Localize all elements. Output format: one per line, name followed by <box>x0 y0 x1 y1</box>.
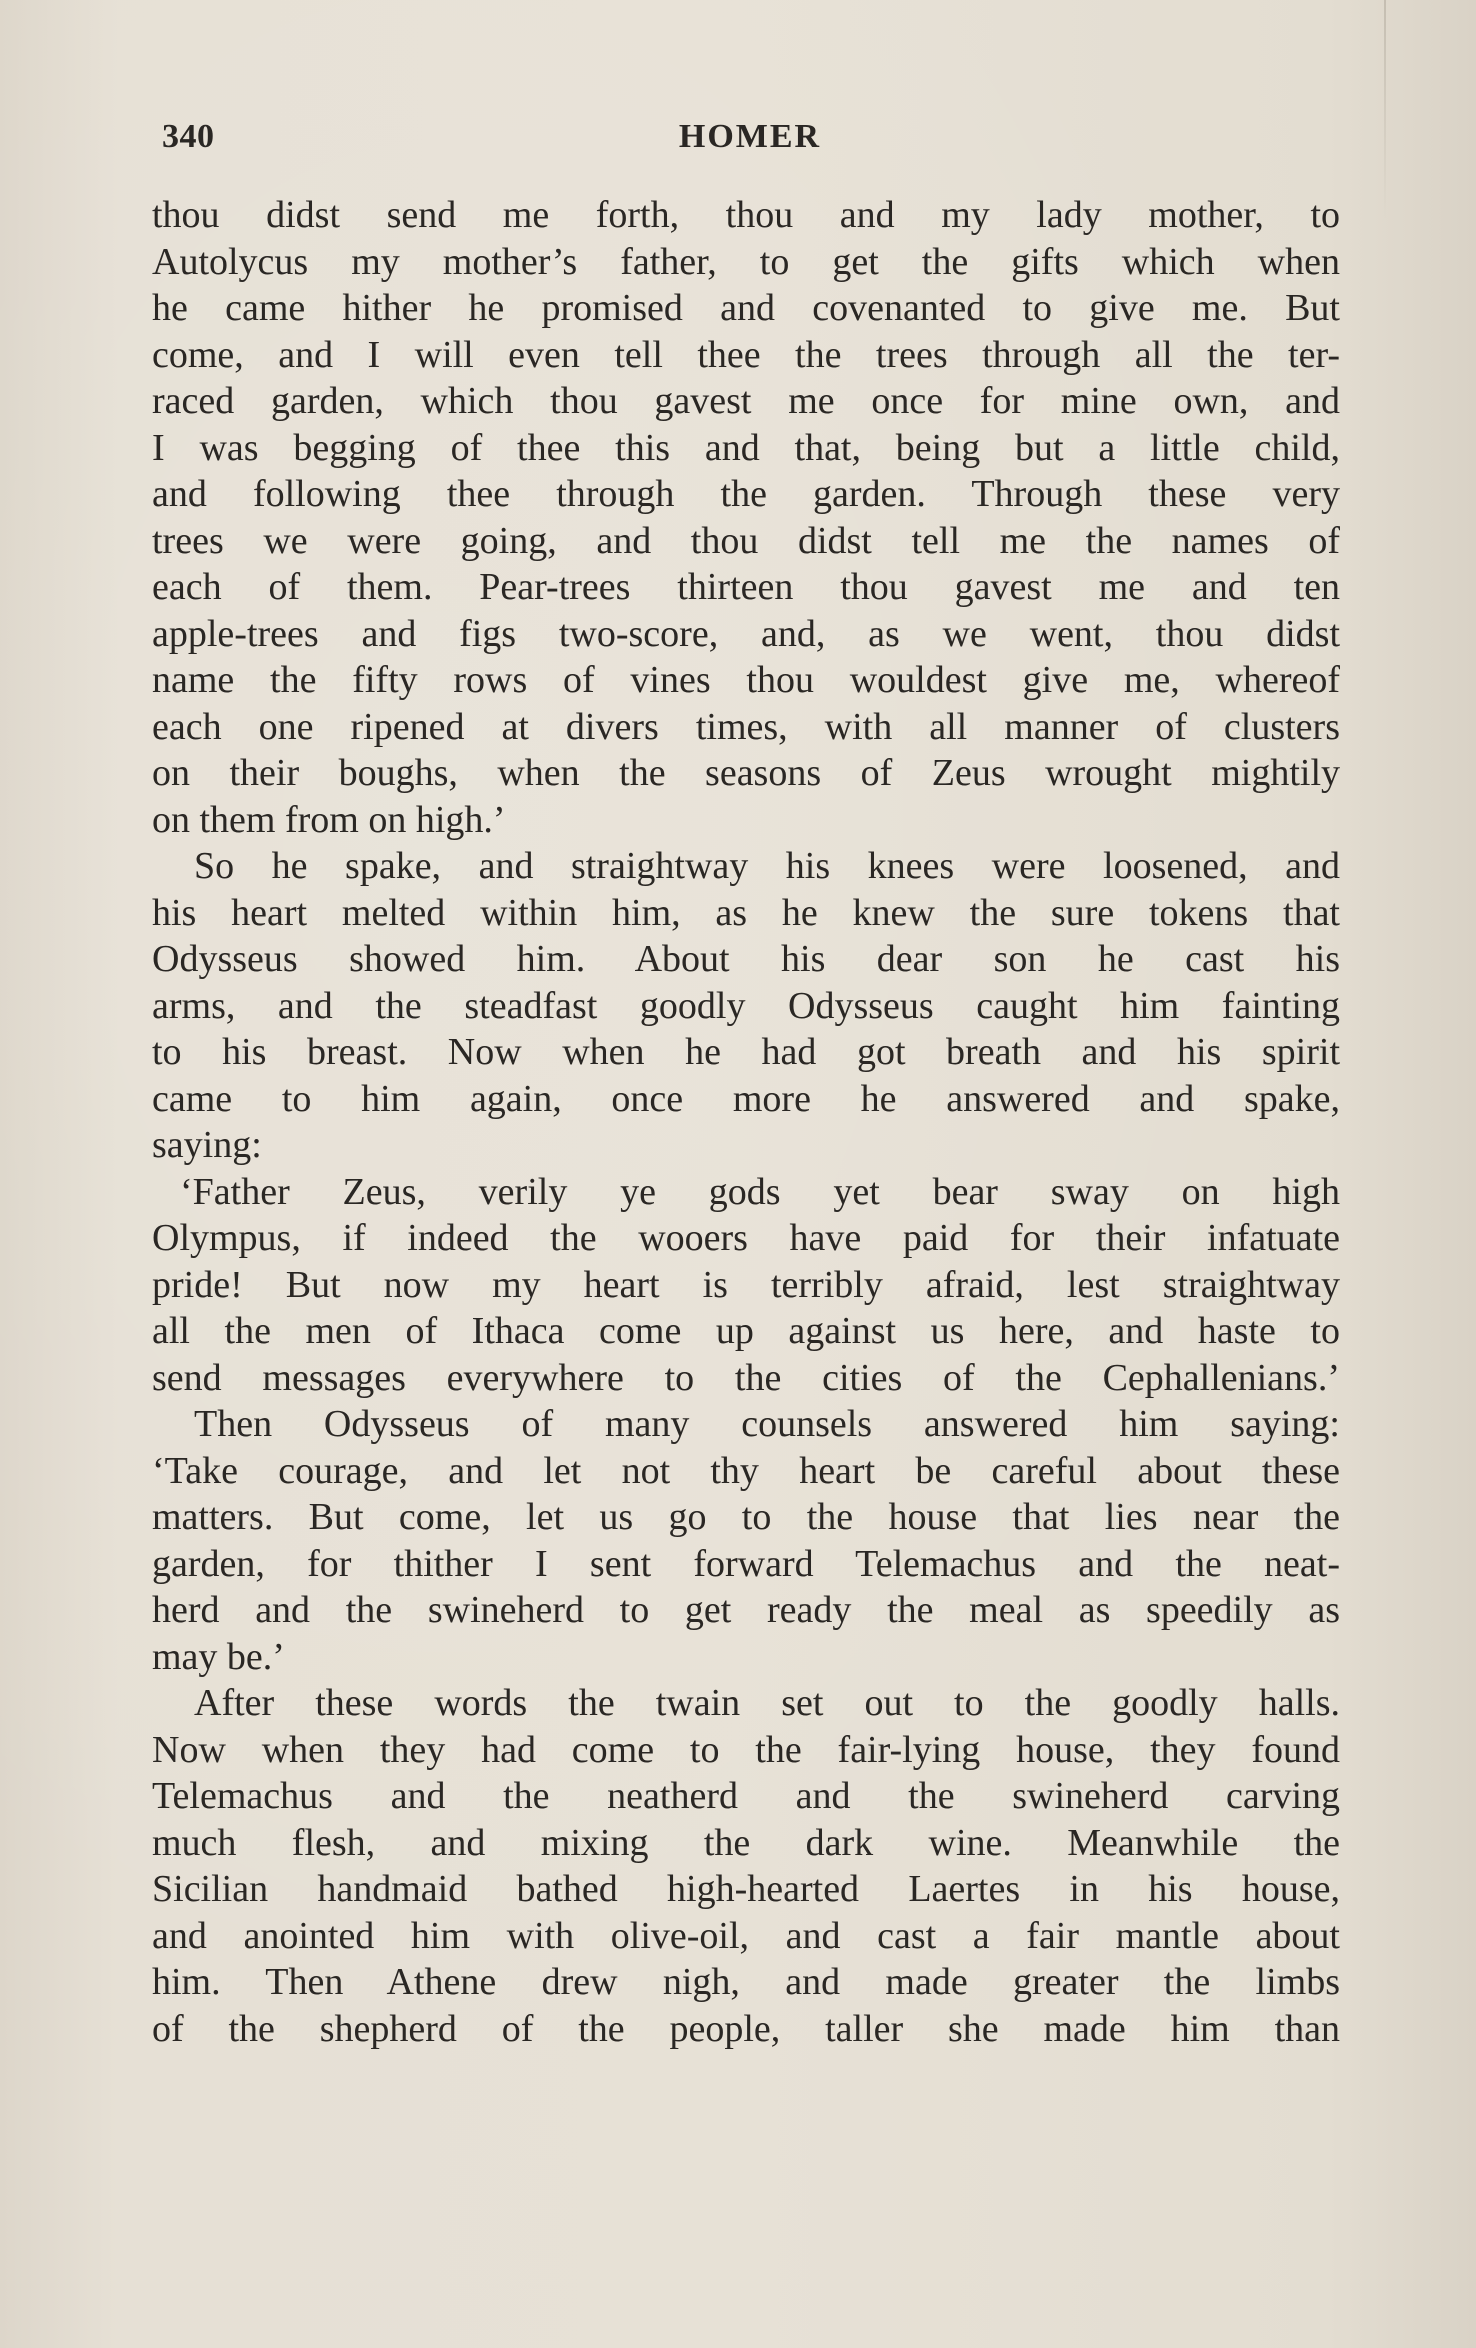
text-line: pride! But now my heart is terribly afraid, lest straightway <box>152 1263 1340 1306</box>
text-line: he came hither he promised and covenanted to give me. But <box>152 287 1340 329</box>
text-line: Olympus, if indeed the wooers have paid for their infatuate <box>152 1217 1340 1259</box>
text-line: of the shepherd of the people, taller she made him than <box>152 2007 1340 2050</box>
text-line: trees we were going, and thou didst tell me the names of <box>152 519 1340 562</box>
text-line: Odysseus showed him. About his dear son he cast his <box>152 938 1340 980</box>
text-line: After these words the twain set out to the goodly halls. <box>194 1682 1340 1724</box>
text-line: saying: <box>152 1124 262 1166</box>
running-title: HOMER <box>678 118 822 155</box>
running-head <box>162 118 1338 168</box>
text-line: and anointed him with olive-oil, and cast a fair mantle about <box>152 1914 1340 1957</box>
text-line: each of them. Pear-trees thirteen thou gavest me and ten <box>152 566 1340 608</box>
text-line: raced garden, which thou gavest me once for mine own, and <box>152 380 1340 422</box>
text-line: come, and I will even tell thee the trees through all the ter- <box>152 333 1340 376</box>
text-line: ‘Father Zeus, verily ye gods yet bear sway on high <box>180 1170 1340 1213</box>
paper-crease <box>1384 0 1386 220</box>
text-line: on their boughs, when the seasons of Zeus wrought mightily <box>152 752 1340 794</box>
text-line: to his breast. Now when he had got breath and his spirit <box>152 1031 1340 1073</box>
text-line: all the men of Ithaca come up against us here, and haste to <box>152 1310 1340 1352</box>
text-line: herd and the swineherd to get ready the meal as speedily as <box>152 1589 1340 1631</box>
text-line: So he spake, and straightway his knees were loosened, and <box>194 845 1340 887</box>
text-line: Sicilian handmaid bathed high-hearted Laertes in his house, <box>152 1868 1340 1910</box>
text-line: Autolycus my mother’s father, to get the gifts which when <box>152 240 1340 283</box>
text-line: much flesh, and mixing the dark wine. Meanwhile the <box>152 1821 1340 1864</box>
text-line: Now when they had come to the fair-lying house, they found <box>152 1728 1340 1771</box>
text-line: may be.’ <box>152 1635 285 1678</box>
text-line: ‘Take courage, and let not thy heart be careful about these <box>152 1449 1340 1492</box>
text-line: Then Odysseus of many counsels answered him saying: <box>194 1403 1340 1445</box>
text-line: thou didst send me forth, thou and my lady mother, to <box>152 194 1340 236</box>
page-number: 340 <box>162 118 215 155</box>
text-line: I was begging of thee this and that, being but a little child, <box>152 426 1340 469</box>
body-text <box>152 192 1340 2052</box>
text-line: Telemachus and the neatherd and the swineherd carving <box>152 1775 1340 1817</box>
text-line: apple-trees and figs two-score, and, as we went, thou didst <box>152 612 1340 655</box>
text-line: send messages everywhere to the cities of the Cephallenians.’ <box>152 1356 1340 1399</box>
text-line: arms, and the steadfast goodly Odysseus caught him fainting <box>152 984 1340 1027</box>
text-line: on them from on high.’ <box>152 798 506 841</box>
text-line: him. Then Athene drew nigh, and made greater the limbs <box>152 1961 1340 2003</box>
text-line: matters. But come, let us go to the house that lies near the <box>152 1496 1340 1538</box>
text-line: his heart melted within him, as he knew the sure tokens that <box>152 891 1340 934</box>
text-line: and following thee through the garden. Through these very <box>152 473 1340 515</box>
text-line: each one ripened at divers times, with all manner of clusters <box>152 705 1340 748</box>
text-line: name the fifty rows of vines thou wouldest give me, whereof <box>152 659 1340 701</box>
text-line: garden, for thither I sent forward Telemachus and the neat- <box>152 1542 1340 1585</box>
text-line: came to him again, once more he answered and spake, <box>152 1077 1340 1120</box>
